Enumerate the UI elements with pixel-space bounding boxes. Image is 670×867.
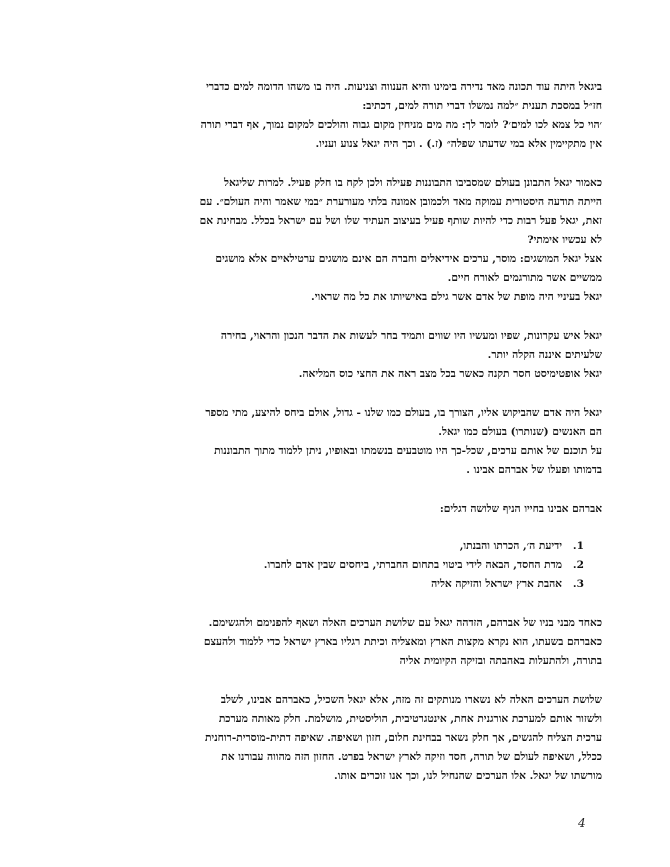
text-line: ככלל, ושאיפה לעולם של תורה, חסד וזיקה לארץ ישראל בפרט. החזון הזה מהווה עבורנו את xyxy=(221,751,602,763)
text-line: הייתה תודעה היסטורית עמוקה מאד ולכמובן אמונה בלתי מעורערת ״במי שאמר והיה העולם״. עם xyxy=(199,196,602,208)
list-item-number: 3. xyxy=(572,578,584,590)
list-item-text: מדת החסד, הבאה לידי ביטוי בתחום החברתי, ביחסים שבין אדם לחברו. xyxy=(263,559,562,571)
list-item-text: ידיעת ה׳, הכרתו והבנתו, xyxy=(459,540,562,552)
text-line: כאברהם בשעתו, הוא נקרא מקצות הארץ ומאצליה וכיתת רגליו בארץ ישראל כדי ללמוד ולהעצם xyxy=(203,636,602,648)
text-line: כאחד מבני בניו של אברהם, הזדהה יגאל עם שלושת הערכים האלה ושאף להפנימם ולהגשימם. xyxy=(208,617,602,629)
text-line: יגאל איש עקרונות, שפיו ומעשיו היו שווים ותמיד בחר לעשות את הדבר הנכון והראוי, בחירה xyxy=(220,330,602,342)
text-line: אצל יגאל המושגים: מוסר, ערכים אידיאלים וחברה הם אינם מושגים ערטילאיים אלא מושגים xyxy=(215,253,602,265)
text-line: כאמור יגאל התבונן בעולם שמסביבו התבוננות פעילה ולכן לקח בו חלק פעיל. למרות שליגאל xyxy=(224,177,602,189)
text-line: זאת, יגאל פעל רבות כדי להיות שותף פעיל בעיצוב העתיד שלו ושל עם ישראל בכלל. מבחינת אם xyxy=(199,215,602,227)
text-line: שלעיתים איננה הקלה יותר. xyxy=(487,349,602,361)
text-line: יגאל בעיניי היה מופת של אדם אשר גילם באישיותו את כל מה שראוי. xyxy=(311,291,602,303)
text-line: שלושת הערכים האלה לא נשארו מנותקים זה מזה, אלא יגאל השכיל, כאברהם אבינו, לשלב xyxy=(220,694,602,706)
paragraph-active-involvement xyxy=(100,174,602,307)
text-line: בתורה, ולהתעלות באהבתה ובזיקה הקיומית אליה xyxy=(399,655,602,667)
text-line: ולשזור אותם למערכת אורגנית אחת, אינטגרטיבית, הוליסטית, מושלמת. חלק מאותה מערכת xyxy=(218,713,602,725)
paragraph-principles xyxy=(100,327,602,384)
text-line: הם האנשים (שנותרו) בעולם כמו יגאל. xyxy=(438,426,602,438)
list-item xyxy=(100,575,602,594)
paragraph-legacy xyxy=(100,691,602,786)
text-line: על תוכנם של אותם ערכים, שכל-כך היו מוטבעים בנשמתו ובאופיו, ניתן ללמוד מתוך התבוננות xyxy=(214,445,602,457)
text-line: מורשתו של יגאל. אלו הערכים שהנחיל לנו, וכך אנו זוכרים אותו. xyxy=(334,770,602,782)
text-line: יגאל אופטימיסט חסר תקנה כאשר בכל מצב ראה את החצי כוס המליאה. xyxy=(298,368,602,380)
text-line: בדמותו ופעלו של אברהם אבינו . xyxy=(466,464,602,476)
list-item-number: 1. xyxy=(572,540,584,552)
list-item-text: אהבת ארץ ישראל והזיקה אליה xyxy=(431,578,562,590)
paragraph-abraham-identification xyxy=(100,614,602,671)
text-line: ביגאל היתה עוד תכונה מאד נדירה בימינו והיא הענווה וצניעות. היה בו משהו הדומה למים כדברי xyxy=(206,81,602,93)
values-list xyxy=(100,537,602,594)
text-line: אין מתקיימין אלא במי שדעתו שפלה״ (ז.) . וכך היה יגאל צנוע ועניו. xyxy=(315,138,602,150)
list-item-number: 2. xyxy=(572,559,584,571)
text-line: ׳הוי כל צמא לכו למים׳? לומר לך: מה מים מניחין מקום גבוה והולכים למקום נמוך, אף דברי תורה xyxy=(200,119,602,131)
text-line: לא עכשיו אימתי? xyxy=(527,234,602,246)
paragraph-rare-person xyxy=(100,404,602,480)
text-line: ערכית הצליח להגשים, אך חלק נשאר בבחינת חלום, חזון ושאיפה. שאיפה דתית-מוסרית-רוחנית xyxy=(204,732,602,744)
list-item xyxy=(100,537,602,556)
text-line: יגאל היה אדם שהביקוש אליו, הצורך בו, בעולם כמו שלנו - גדול, אולם ביחס להיצע, מתי מספר xyxy=(205,407,602,419)
text-line: ממשיים אשר מתורגמים לאורח חיים. xyxy=(447,272,602,284)
document-body xyxy=(100,78,602,786)
text-line: חז״ל במסכת תענית ״למה נמשלו דברי תורה למים, דכתיב: xyxy=(362,100,602,112)
paragraph-humility xyxy=(100,78,602,154)
page-number: 4 xyxy=(578,816,586,830)
list-item xyxy=(100,556,602,575)
values-heading: אברהם אבינו בחייו הניף שלושה דגלים: xyxy=(439,503,602,515)
